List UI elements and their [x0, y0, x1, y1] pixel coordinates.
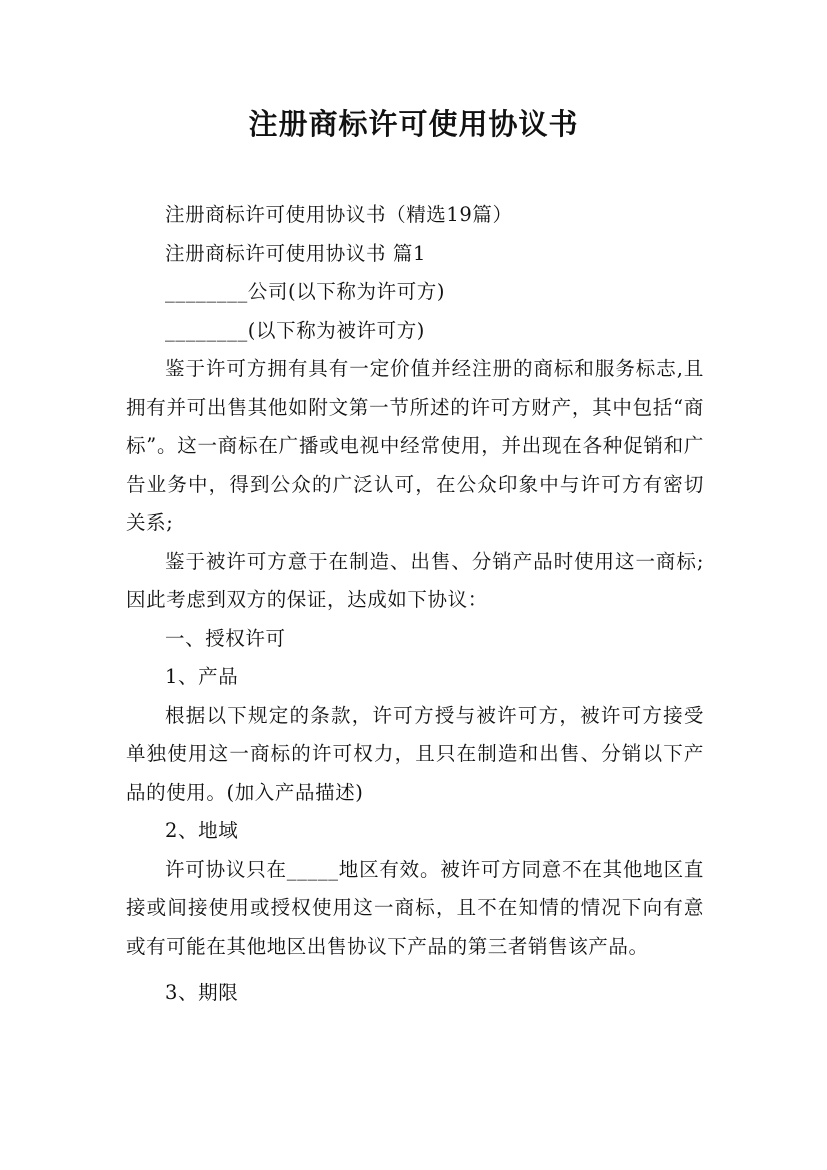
paragraph-licensor: ________公司(以下称为许可方)	[165, 280, 446, 303]
paragraph-section-heading: 注册商标许可使用协议书 篇1	[165, 241, 427, 265]
paragraph-whereas-2: 鉴于被许可方意于在制造、出售、分销产品时使用这一商标;因此考虑到双方的保证，达成如下协议：	[126, 549, 704, 611]
paragraph-heading-product: 1、产品	[165, 665, 239, 688]
paragraph-whereas-1: 鉴于许可方拥有具有一定价值并经注册的商标和服务标志,且拥有并可出售其他如附文第一节所述的许可方财产，其中包括“商标”。这一商标在广播或电视中经常使用，并出现在各种促销和广告业务中，得到公众的广泛认可，在公众印象中与许可方有密切关系;	[126, 357, 704, 534]
document-body	[126, 196, 704, 1013]
paragraph-heading-territory: 2、地域	[165, 819, 239, 842]
paragraph-product: 根据以下规定的条款，许可方授与被许可方，被许可方接受单独使用这一商标的许可权力，且只在制造和出售、分销以下产品的使用。(加入产品描述)	[126, 703, 704, 804]
document-title: 注册商标许可使用协议书	[248, 107, 579, 141]
paragraph-heading-term: 3、期限	[165, 981, 239, 1004]
paragraph-heading-grant: 一、授权许可	[165, 626, 286, 650]
paragraph-territory: 许可协议只在_____地区有效。被许可方同意不在其他地区直接或间接使用或授权使用这一商标，且不在知情的情况下向有意或有可能在其他地区出售协议下产品的第三者销售该产品。	[126, 857, 704, 958]
paragraph-subtitle: 注册商标许可使用协议书（精选19篇）	[165, 203, 513, 226]
paragraph-licensee: ________(以下称为被许可方)	[165, 318, 426, 342]
